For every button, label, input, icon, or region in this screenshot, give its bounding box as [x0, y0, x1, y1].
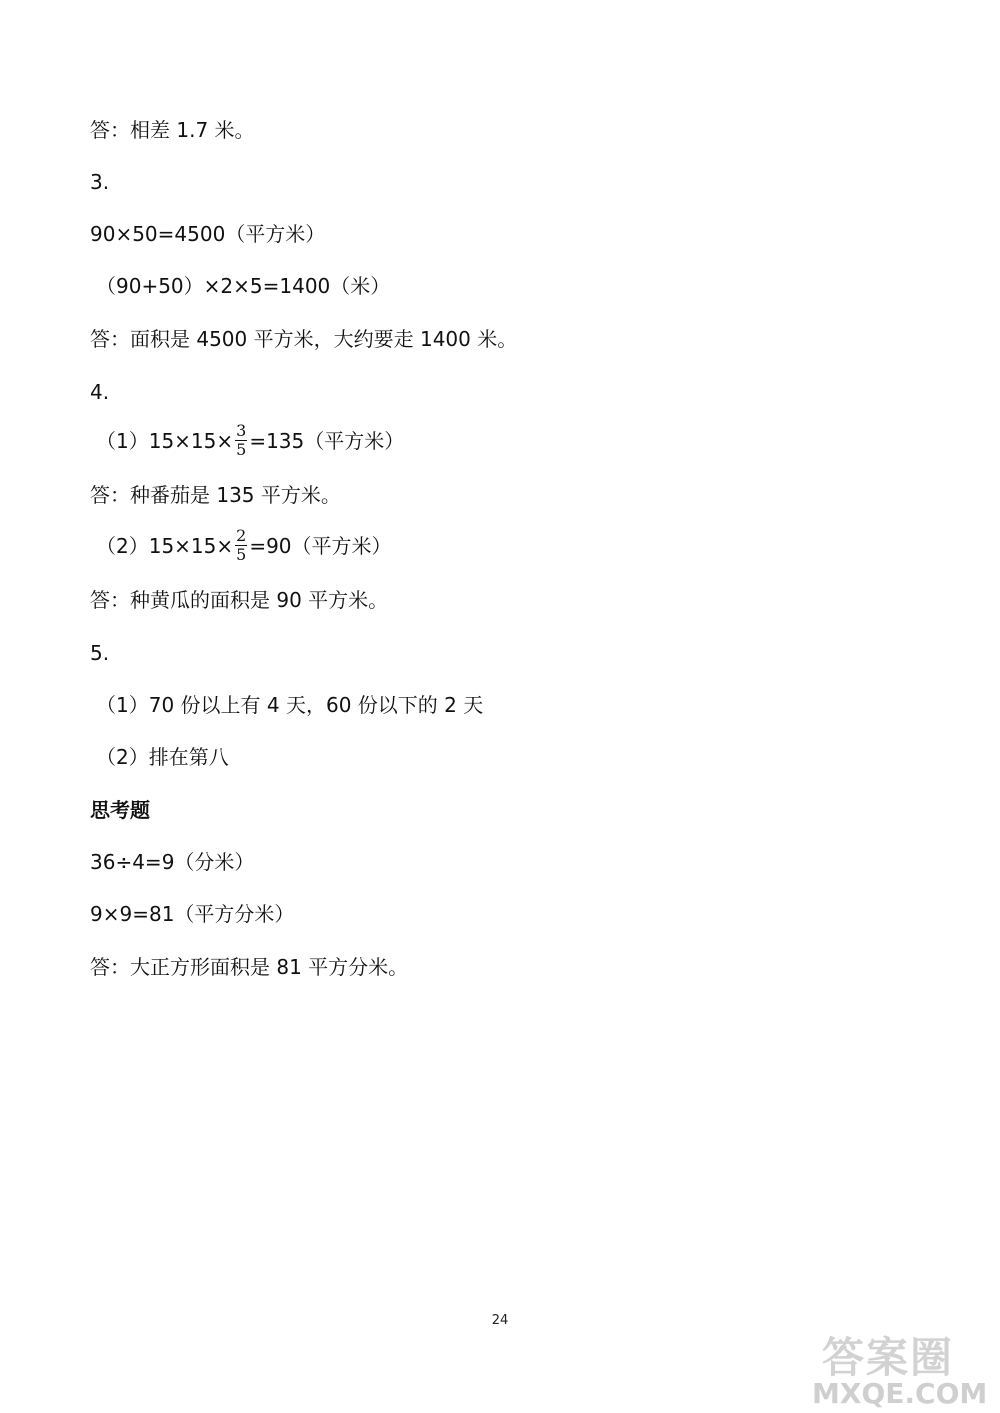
question-4-number: 4.	[90, 380, 110, 404]
thinking-question-calc-side: 36÷4=9（分米）	[90, 850, 255, 874]
watermark-bottom-text: MXQE.COM	[812, 1377, 988, 1410]
watermark-logo	[812, 1325, 992, 1409]
question-3-answer: 答：面积是 4500 平方米，大约要走 1400 米。	[90, 327, 518, 351]
thinking-question-calc-area: 9×9=81（平方分米）	[90, 902, 295, 926]
question-5-number: 5.	[90, 641, 110, 665]
fraction-denominator: 5	[236, 440, 247, 459]
fraction-numerator: 3	[236, 421, 247, 440]
q4-1-suffix: =135（平方米）	[249, 429, 405, 453]
question-3-number: 3.	[90, 170, 110, 194]
q4-1-prefix: （1）15×15×	[96, 429, 234, 453]
question-4-part-2-answer: 答：种黄瓜的面积是 90 平方米。	[90, 588, 389, 612]
question-4-part-1-calc	[96, 421, 405, 461]
thinking-question-title: 思考题	[90, 798, 150, 822]
fraction-numerator: 2	[236, 526, 247, 545]
q4-2-prefix: （2）15×15×	[96, 534, 234, 558]
question-3-calc-distance: （90+50）×2×5=1400（米）	[96, 274, 391, 298]
question-5-part-2: （2）排在第八	[96, 745, 229, 769]
q4-2-suffix: =90（平方米）	[249, 534, 392, 558]
watermark-top-text: 答案圈	[822, 1333, 955, 1382]
fraction-denominator: 5	[236, 545, 247, 564]
fraction-two-fifths	[235, 527, 247, 564]
answer-difference: 答：相差 1.7 米。	[90, 118, 255, 142]
question-3-calc-area: 90×50=4500（平方米）	[90, 222, 326, 246]
page-number: 24	[491, 1313, 509, 1328]
question-5-part-1: （1）70 份以上有 4 天，60 份以下的 2 天	[96, 693, 484, 717]
thinking-question-answer: 答：大正方形面积是 81 平方分米。	[90, 955, 409, 979]
question-4-part-2-calc	[96, 526, 392, 566]
question-4-part-1-answer: 答：种番茄是 135 平方米。	[90, 483, 341, 507]
fraction-three-fifths	[235, 422, 247, 459]
